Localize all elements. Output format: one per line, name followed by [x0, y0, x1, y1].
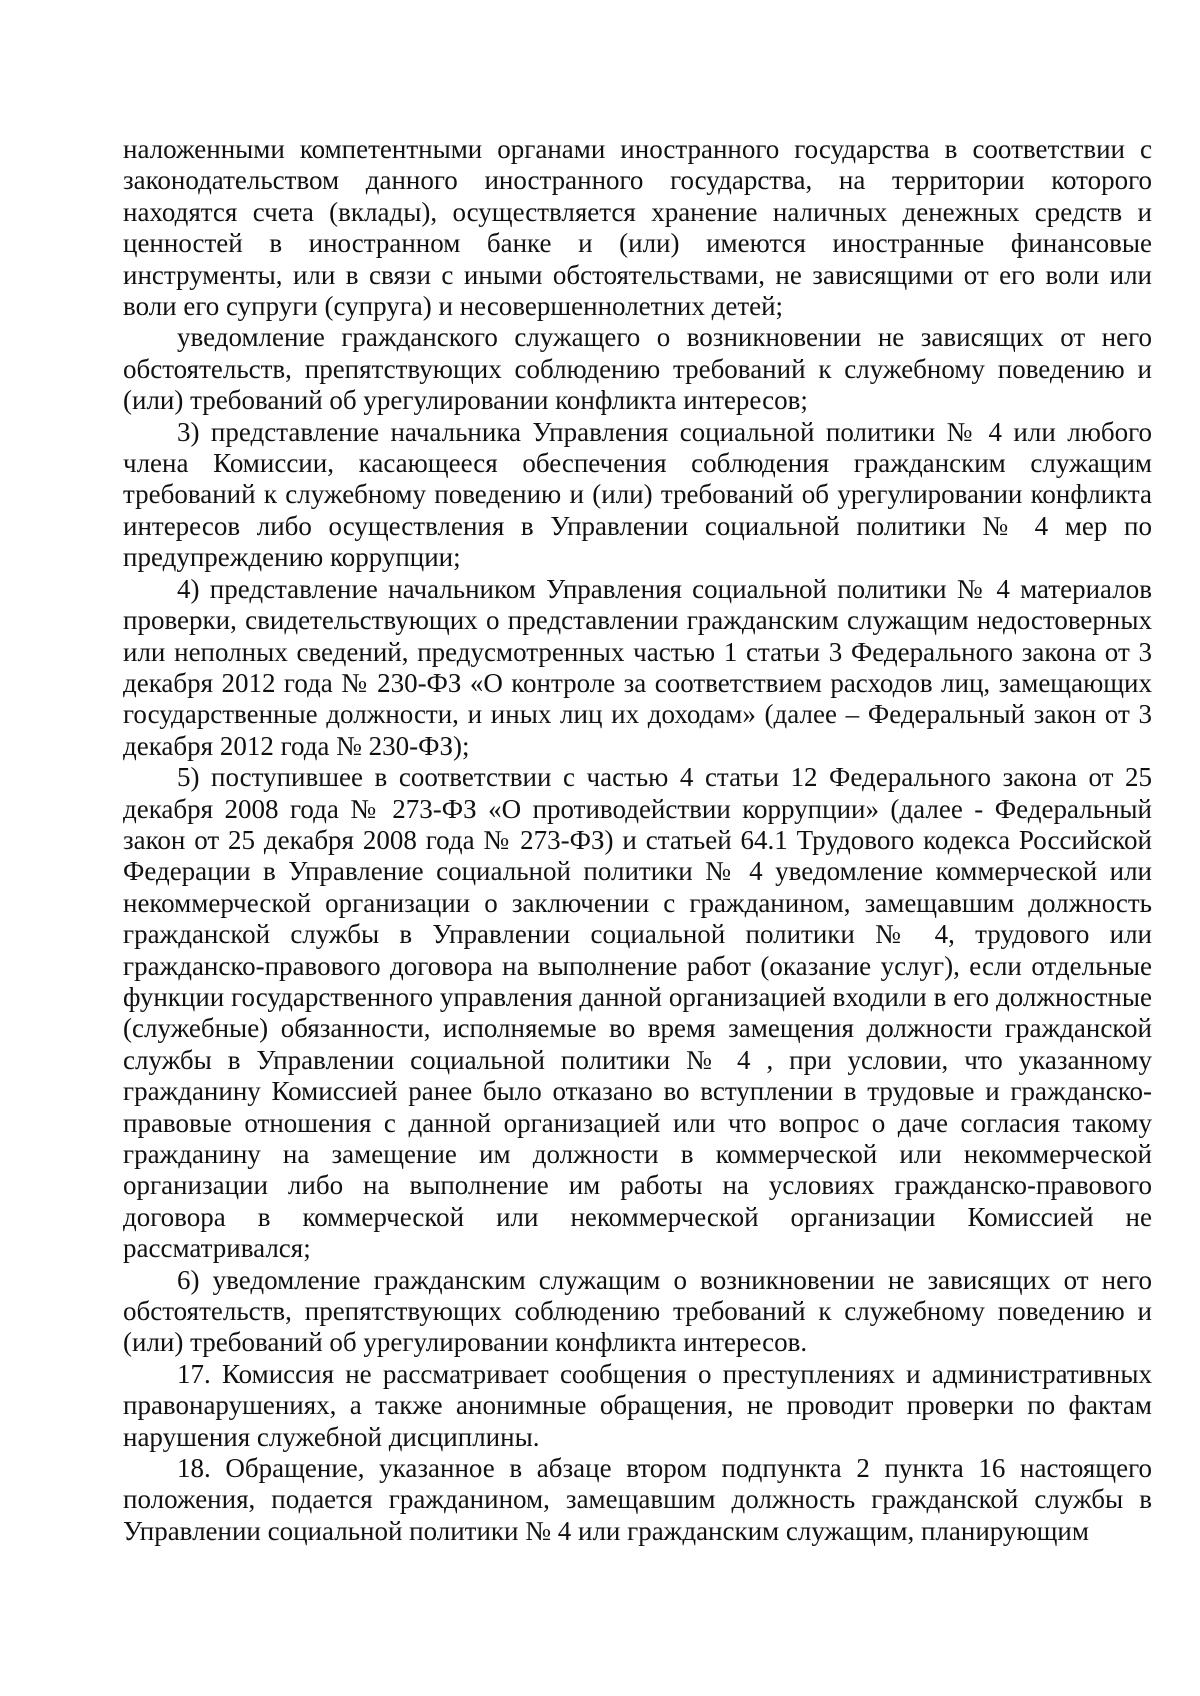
- paragraph-section-17: 17. Комиссия не рассматривает сообщения о преступлениях и административных правонарушениях, а также анонимные обращения, не проводит проверки по фактам нарушения служебной дисциплины.: [123, 1358, 1152, 1452]
- paragraph-item-6: 6) уведомление гражданским служащим о возникновении не зависящих от него обстоятельств, препятствующих соблюдению требований к служебному поведению и (или) требований об урегулировании конфликта интересов.: [123, 1264, 1152, 1358]
- paragraph-item-3: 3) представление начальника Управления социальной политики № 4 или любого члена Комиссии, касающееся обеспечения соблюдения гражданским служащим требований к служебному поведению и (или) требований об урегулировании конфликта интересов либо осуществления в Управлении социальной политики № 4 мер по предупреждению коррупции;: [123, 416, 1152, 573]
- paragraph-notification: уведомление гражданского служащего о возникновении не зависящих от него обстоятельств, препятствующих соблюдению требований к служебному поведению и (или) требований об урегулировании конфликта интересов;: [123, 322, 1152, 416]
- paragraph-section-18: 18. Обращение, указанное в абзаце втором подпункта 2 пункта 16 настоящего положения, подается гражданином, замещавшим должность гражданской службы в Управлении социальной политики № 4 или гражданским служащим, планирующим: [123, 1453, 1152, 1546]
- paragraph-item-4: 4) представление начальником Управления социальной политики № 4 материалов проверки, свидетельствующих о представлении гражданским служащим недостоверных или неполных сведений, предусмотренных частью 1 статьи 3 Федерального закона от 3 декабря 2012 года № 230-ФЗ «О контроле за соответствием расходов лиц, замещающих государственные должности, и иных лиц их доходам» (далее – Федеральный закон от 3 декабря 2012 года № 230-ФЗ);: [123, 573, 1152, 761]
- paragraph-item-5: 5) поступившее в соответствии с частью 4 статьи 12 Федерального закона от 25 декабря 2008 года № 273-ФЗ «О противодействии коррупции» (далее - Федеральный закон от 25 декабря 2008 года № 273-ФЗ) и статьей 64.1 Трудового кодекса Российской Федерации в Управление социальной политики № 4 уведомление коммерческой или некоммерческой организации о заключении с гражданином, замещавшим должность гражданской службы в Управлении социальной политики № 4, трудового или гражданско-правового договора на выполнение работ (оказание услуг), если отдельные функции государственного управления данной организацией входили в его должностные (служебные) обязанности, исполняемые во время замещения должности гражданской службы в Управлении социальной политики № 4 , при условии, что указанному гражданину Комиссией ранее было отказано во вступлении в трудовые и гражданско-правовые отношения с данной организацией или что вопрос о даче согласия такому гражданину на замещение им должности в коммерческой или некоммерческой организации либо на выполнение им работы на условиях гражданско-правового договора в коммерческой или некоммерческой организации Комиссией не рассматривался;: [123, 762, 1152, 1264]
- paragraph-continuation: наложенными компетентными органами иностранного государства в соответствии с законодательством данного иностранного государства, на территории которого находятся счета (вклады), осуществляется хранение наличных денежных средств и ценностей в иностранном банке и (или) имеются иностранные финансовые инструменты, или в связи с иными обстоятельствами, не зависящими от его воли или воли его супруги (супруга) и несовершеннолетних детей;: [123, 134, 1152, 322]
- document-page: [123, 134, 1152, 1547]
